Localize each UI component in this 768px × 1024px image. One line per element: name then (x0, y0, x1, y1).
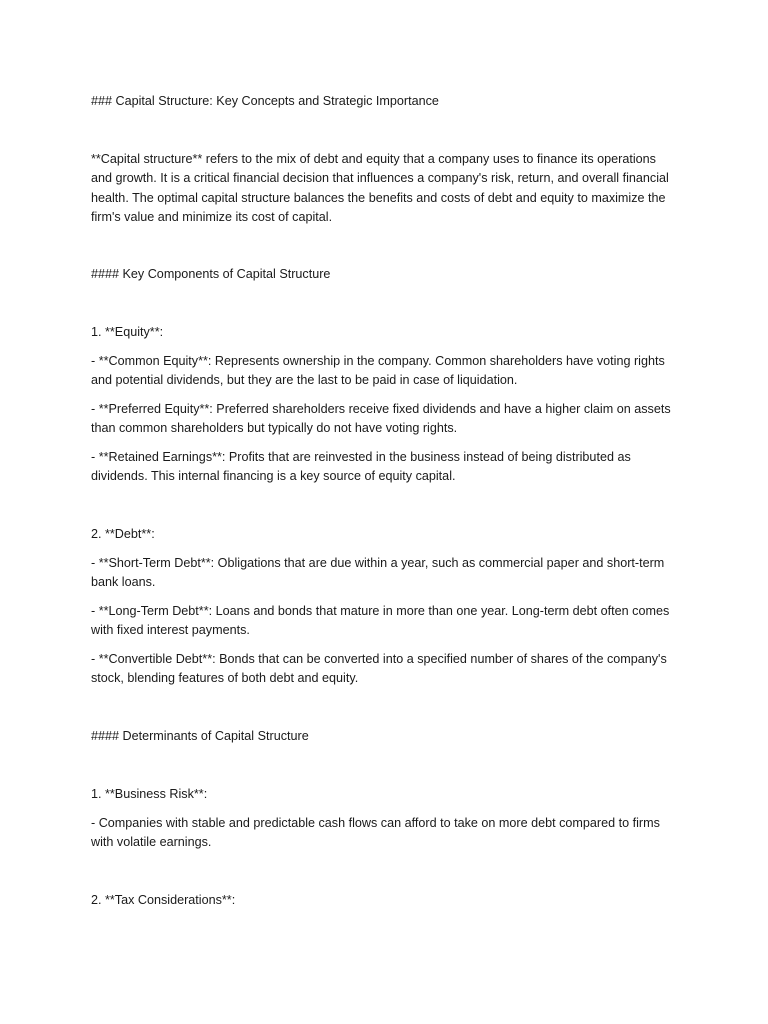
equity-item-retained: - **Retained Earnings**: Profits that are reinvested in the business instead of being distributed as dividends. This internal financing is a key source of equity capital. (91, 450, 631, 484)
equity-item-common: - **Common Equity**: Represents ownership in the company. Common shareholders have voting rights and potential dividends, but they are the last to be paid in case of liquidation. (91, 354, 665, 388)
debt-item-short-term: - **Short-Term Debt**: Obligations that are due within a year, such as commercial paper and short-term bank loans. (91, 556, 665, 590)
debt-heading: 2. **Debt**: (91, 527, 155, 541)
components-heading: #### Key Components of Capital Structure (91, 267, 331, 281)
determinants-heading: #### Determinants of Capital Structure (91, 729, 309, 743)
tax-heading: 2. **Tax Considerations**: (91, 893, 236, 907)
intro-paragraph: **Capital structure** refers to the mix of debt and equity that a company uses to finance its operations and growth. It is a critical financial decision that influences a company's risk, return, and overall financial health. The optimal capital structure balances the benefits and costs of debt and equity to maximize the firm's value and minimize its cost of capital. (91, 152, 669, 224)
document-title: ### Capital Structure: Key Concepts and Strategic Importance (91, 94, 439, 108)
debt-item-convertible: - **Convertible Debt**: Bonds that can be converted into a specified number of shares of the company's stock, blending features of both debt and equity. (91, 652, 667, 686)
business-risk-item: - Companies with stable and predictable cash flows can afford to take on more debt compared to firms with volatile earnings. (91, 816, 660, 850)
business-risk-heading: 1. **Business Risk**: (91, 787, 208, 801)
debt-item-long-term: - **Long-Term Debt**: Loans and bonds that mature in more than one year. Long-term debt often comes with fixed interest payments. (91, 604, 670, 638)
equity-heading: 1. **Equity**: (91, 325, 164, 339)
equity-item-preferred: - **Preferred Equity**: Preferred shareholders receive fixed dividends and have a higher claim on assets than common shareholders but typically do not have voting rights. (91, 402, 671, 436)
